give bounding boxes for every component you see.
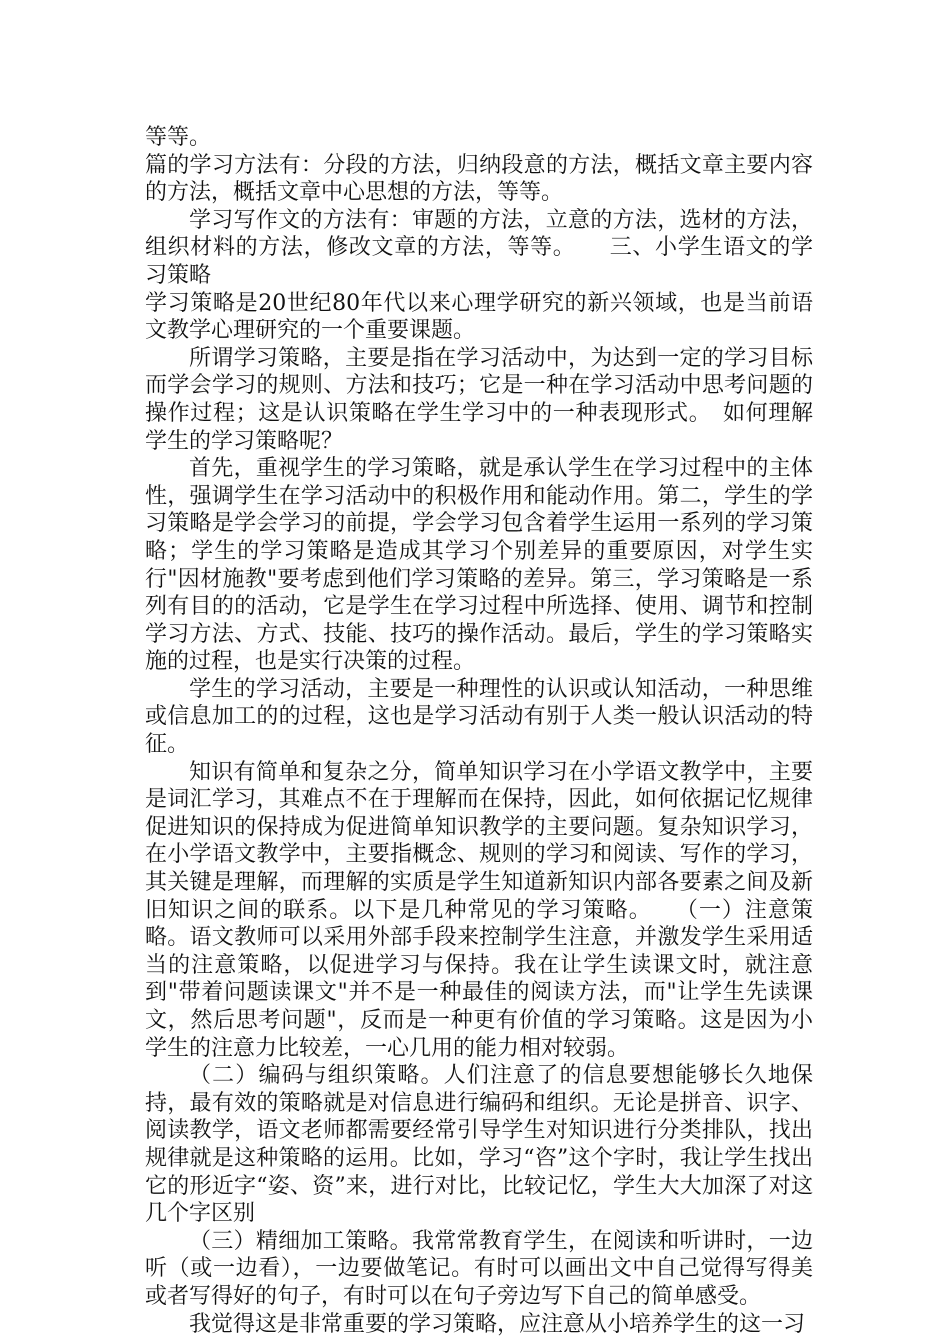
paragraph-8: 知识有简单和复杂之分，简单知识学习在小学语文教学中，主要是词汇学习，其难点不在于理解而在保持，因此，如何依据记忆规律促进知识的保持成为促进简单知识教学的主要问题。复杂知识学习，在小学语文教学中，主要指概念、规则的学习和阅读、写作的学习，其关键是理解，而理解的实质是学生知道新知识内部各要素之间及新旧知识之间的联系。以下是几种常见的学习策略。 （一）注意策略。语文教师可以采用外部手段来控制学生注意，并激发学生采用适当的注意策略，以促进学习与保持。我在让学生读课文时，就注意到"带着问题读课文"并不是一种最佳的阅读方法，而"让学生先读课文，然后思考问题"，反而是一种更有价值的学习策略。这是因为小学生的注意力比较差，一心几用的能力相对较弱。: [145, 759, 813, 1061]
paragraph-9: （二）编码与组织策略。人们注意了的信息要想能够长久地保持，最有效的策略就是对信息进行编码和组织。无论是拼音、识字、阅读教学，语文老师都需要经常引导学生对知识进行分类排队，找出规律就是这种策略的运用。比如，学习“咨”这个字时，我让学生找出它的形近字“姿、资”来，进行对比，比较记忆，学生大大加深了对这几个字区别: [145, 1063, 813, 1227]
paragraph-11: 我觉得这是非常重要的学习策略，应注意从小培养学生的这一习: [189, 1311, 806, 1337]
paragraph-7: 学生的学习活动，主要是一种理性的认识或认知活动，一种思维或信息加工的的过程，这也是学习活动有别于人类一般认识活动的特征。: [145, 676, 813, 758]
paragraph-1: 等等。: [145, 125, 212, 150]
paragraph-10: （三）精细加工策略。我常常教育学生，在阅读和听讲时，一边听（或一边看），一边要做笔记。有时可以画出文中自己觉得写得美或者写得好的句子，有时可以在句子旁边写下自己的简单感受。: [145, 1228, 813, 1309]
paragraph-2: 篇的学习方法有：分段的方法，归纳段意的方法，概括文章主要内容的方法，概括文章中心思想的方法，等等。: [145, 152, 813, 206]
paragraph-5: 所谓学习策略，主要是指在学习活动中，为达到一定的学习目标而学会学习的规则、方法和技巧；它是一种在学习活动中思考问题的操作过程；这是认识策略在学生学习中的一种表现形式。 如何理解学生的学习策略呢？: [145, 345, 813, 454]
paragraph-4: 学习策略是20世纪80年代以来心理学研究的新兴领域，也是当前语文教学心理研究的一个重要课题。: [145, 290, 813, 344]
paragraph-3: 学习写作文的方法有：审题的方法，立意的方法，选材的方法，组织材料的方法，修改文章的方法，等等。 三、小学生语文的学习策略: [145, 207, 813, 288]
paragraph-6: 首先，重视学生的学习策略，就是承认学生在学习过程中的主体性，强调学生在学习活动中的积极作用和能动作用。第二，学生的学习策略是学会学习的前提，学会学习包含着学生运用一系列的学习策略；学生的学习策略是造成其学习个别差异的重要原因，对学生实行"因材施教"要考虑到他们学习策略的差异。第三，学习策略是一系列有目的的活动，它是学生在学习过程中所选择、使用、调节和控制学习方法、方式、技能、技巧的操作活动。最后，学生的学习策略实施的过程，也是实行决策的过程。: [145, 456, 813, 675]
document-body: [145, 124, 813, 1338]
